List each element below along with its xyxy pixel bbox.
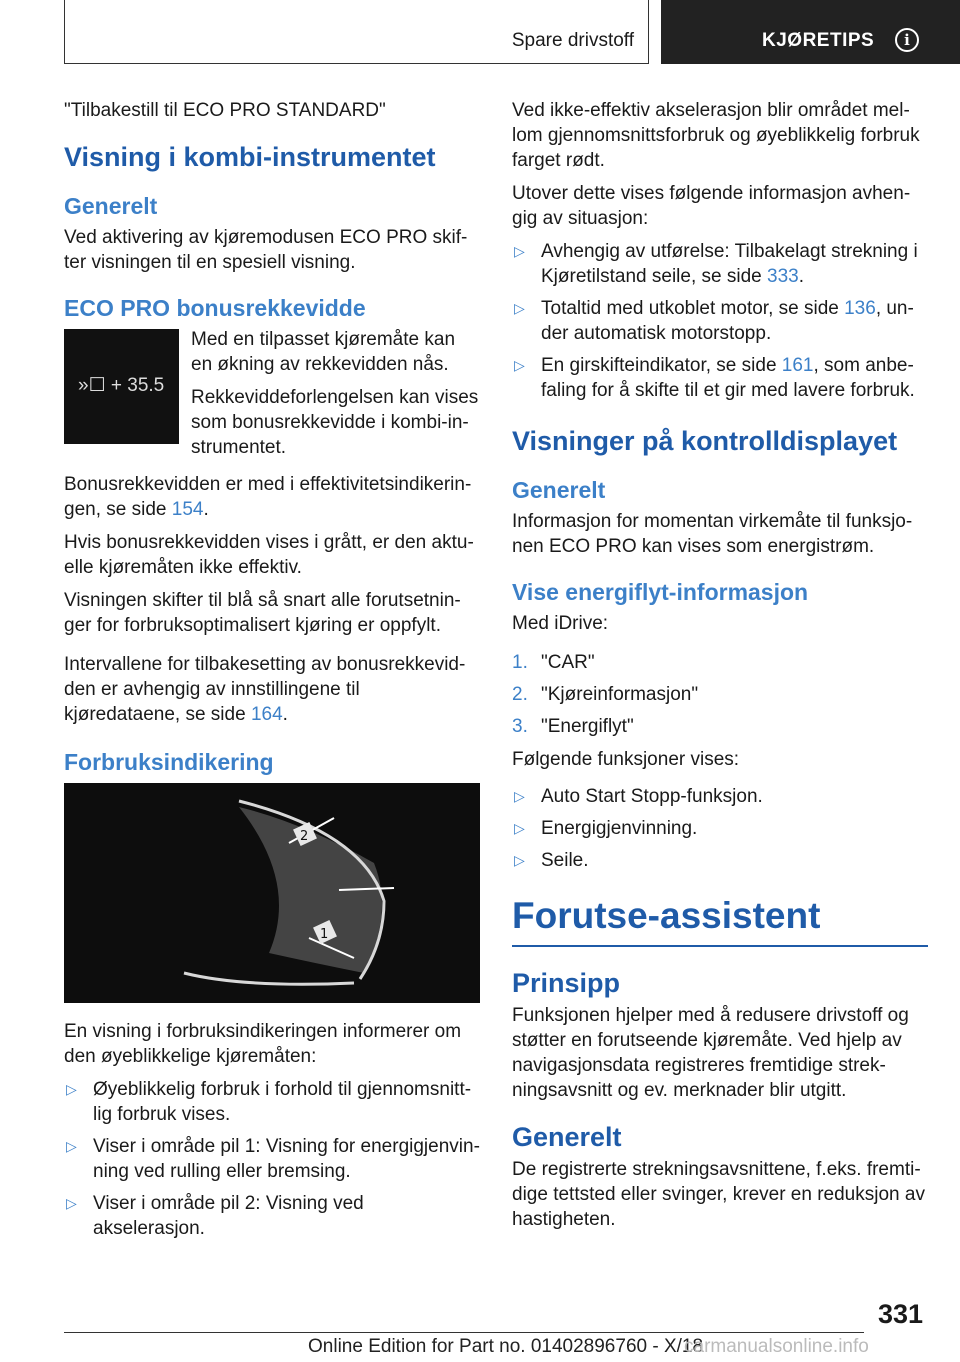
list-item: ▷ Totaltid med utkoblet motor, se side 136, under automatisk motorstopp. <box>514 298 914 344</box>
triangle-bullet-icon: ▷ <box>66 1195 77 1211</box>
paragraph-right-2: Utover dette vises følgende informasjon avhengig av situasjon: <box>512 183 911 229</box>
list-item: ▷ Viser i område pil 2: Visning ved akselerasjon. <box>66 1193 364 1239</box>
heading-generelt-2: Generelt <box>512 477 606 503</box>
paragraph-generelt: Ved aktivering av kjøremodusen ECO PRO skifter visningen til en spesiell visning. <box>64 227 468 273</box>
heading-forbruk: Forbruksindikering <box>64 749 274 775</box>
paragraph-generelt-3: De registrerte strekningsavsnittene, f.eks. fremtidige tettsted eller svinger, krever en reduksjon av hastigheten. <box>512 1159 925 1230</box>
eco-bonus-block <box>64 327 480 468</box>
list-item: ▷ Viser i område pil 1: Visning for energigjenvinning ved rulling eller bremsing. <box>66 1136 480 1182</box>
header-section-title: Spare drivstoff <box>511 30 634 51</box>
triangle-bullet-icon: ▷ <box>514 788 525 804</box>
left-column <box>64 98 480 1249</box>
heading-kombi: Visning i kombi-instrumentet <box>64 142 436 172</box>
list-item: 2. "Kjøreinformasjon" <box>512 684 699 705</box>
paragraph-generelt-2: Informasjon for momentan virkemåte til funksjonen ECO PRO kan vises som energistrøm. <box>512 511 913 557</box>
right-column <box>512 98 928 1240</box>
triangle-bullet-icon: ▷ <box>514 820 525 836</box>
heading-generelt-3: Generelt <box>512 1122 622 1152</box>
list-item: ▷ Seile. <box>514 850 589 871</box>
page-link-161[interactable]: 161 <box>781 355 814 376</box>
triangle-bullet-icon: ▷ <box>66 1138 77 1154</box>
eco-display-value: »☐ + 35.5 <box>78 375 165 396</box>
paragraph-forbruk: En visning i forbruksindikeringen informerer om den øyeblikkelige kjøremåten: <box>64 1021 462 1067</box>
heading-kontroll: Visninger på kontrolldisplayet <box>512 426 898 456</box>
page-number: 331 <box>877 1299 923 1329</box>
gauge-label-1: 1 <box>320 927 329 942</box>
page-link-136[interactable]: 136 <box>844 298 876 319</box>
list-item: 1. "CAR" <box>512 652 595 673</box>
paragraph-right-1: Ved ikke-effektiv akselerasjon blir området mellom gjennomsnittsforbruk og øyeblikkelig forbruk farget rødt. <box>512 100 920 171</box>
info-icon: i <box>895 28 919 52</box>
heading-bonus: ECO PRO bonusrekkevidde <box>64 295 366 321</box>
list-item: ▷ Auto Start Stopp-funksjon. <box>514 786 763 807</box>
footer-edition: Online Edition for Part no. 01402896760 - X/18 <box>308 1336 704 1357</box>
paragraph-bonus-6: Intervallene for tilbakesetting av bonusrekkevidden er avhengig av innstillingene til kjøredataene, se side 164. <box>64 654 466 725</box>
heading-forutse: Forutse-assistent <box>512 893 928 947</box>
list-item: ▷ Øyeblikkelig forbruk i forhold til gjennomsnittlig forbruk vises. <box>66 1079 472 1125</box>
heading-generelt: Generelt <box>64 193 158 219</box>
intro-text: "Tilbakestill til ECO PRO STANDARD" <box>64 100 386 121</box>
steps-list <box>512 650 928 739</box>
triangle-bullet-icon: ▷ <box>514 357 525 373</box>
situation-list <box>512 239 928 403</box>
footer-watermark: carmanualsonline.info <box>684 1336 869 1357</box>
list-item: ▷ En girskifteindikator, se side 161, som anbefaling for å skifte til et gir med lavere forbruk. <box>514 355 915 401</box>
heading-prinsipp: Prinsipp <box>512 968 621 998</box>
paragraph-bonus-5: Visningen skifter til blå så snart alle forutsetninger for forbruksoptimalisert kjøring er oppfylt. <box>64 590 461 636</box>
paragraph-funksjoner: Følgende funksjoner vises: <box>512 749 740 770</box>
paragraph-prinsipp: Funksjonen hjelper med å redusere drivstoff og støtter en forutseende kjøremåte. Ved hjelp av navigasjonsdata registreres fremtidige strekningsavsnitt og ev. merknader blir utgitt. <box>512 1005 909 1101</box>
footer-divider <box>64 1332 864 1333</box>
functions-list <box>512 784 928 873</box>
triangle-bullet-icon: ▷ <box>514 300 525 316</box>
header-chapter-title: KJØRETIPS <box>762 30 875 51</box>
page-link-164[interactable]: 164 <box>250 704 283 725</box>
gauge-label-2: 2 <box>300 829 309 844</box>
paragraph-idrive: Med iDrive: <box>512 613 609 634</box>
paragraph-bonus-4: Hvis bonusrekkevidden vises i grått, er den aktuelle kjøremåten ikke effektiv. <box>64 532 474 578</box>
paragraph-bonus-2: Rekkeviddeforlengelsen kan vises som bonusrekkevidde i kombi-instrumentet. <box>191 387 479 458</box>
triangle-bullet-icon: ▷ <box>66 1081 77 1097</box>
page-link-154[interactable]: 154 <box>171 499 204 520</box>
list-item: ▷ Avhengig av utførelse: Tilbakelagt strekning i Kjøretilstand seile, se side 333. <box>514 241 918 287</box>
heading-energi: Vise energiflyt-informasjon <box>512 579 809 605</box>
paragraph-bonus-3: Bonusrekkevidden er med i effektivitetsindikeringen, se side 154. <box>64 474 472 520</box>
page-link-333[interactable]: 333 <box>767 266 799 287</box>
triangle-bullet-icon: ▷ <box>514 852 525 868</box>
header-section-tab <box>64 0 649 64</box>
paragraph-bonus-1: Med en tilpasset kjøremåte kan en økning av rekkevidden nås. <box>191 329 456 375</box>
consumption-gauge-image <box>64 783 480 1003</box>
triangle-bullet-icon: ▷ <box>514 243 525 259</box>
eco-display-image <box>64 329 179 444</box>
list-item: 3. "Energiflyt" <box>512 716 634 737</box>
forbruk-list <box>64 1077 480 1241</box>
list-item: ▷ Energigjenvinning. <box>514 818 698 839</box>
